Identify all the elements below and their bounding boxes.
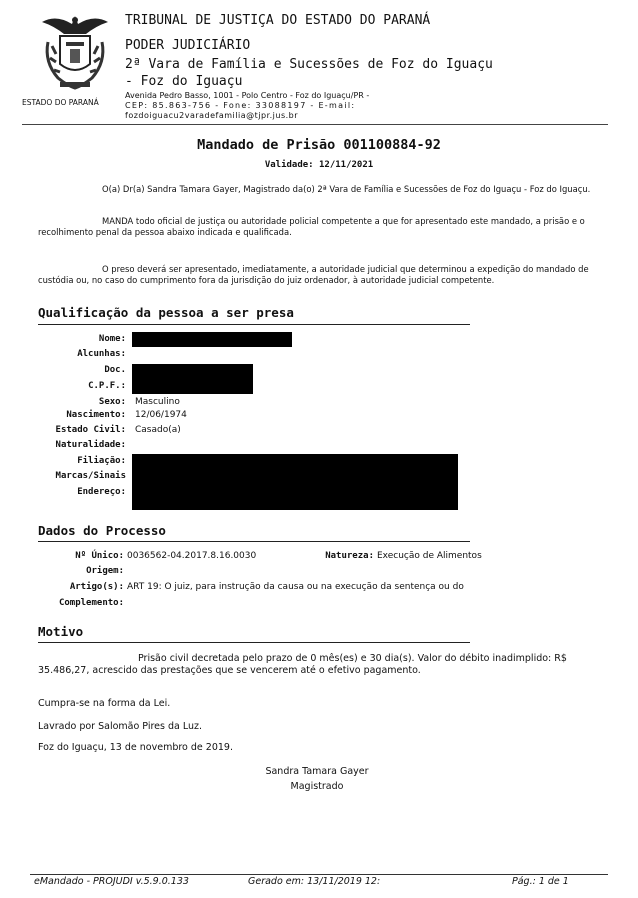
intro-paragraph-2: MANDA todo oficial de justiça ou autoridade policial competente a que for apresentado este mandado, a prisão e o recolhimento penal da pessoa abaixo indicada e qualificada. bbox=[38, 216, 585, 237]
intro-paragraph-1: O(a) Dr(a) Sandra Tamara Gayer, Magistrado da(o) 2ª Vara de Família e Sucessões de Foz do Iguaçu - Foz do Iguaçu. bbox=[102, 184, 591, 194]
label-complemento: Complemento: bbox=[58, 598, 124, 608]
signer-role: Magistrado bbox=[290, 781, 344, 792]
intro-paragraph-3: O preso deverá ser apresentado, imediatamente, a autoridade judicial que determinou a expedição do mandado de custódia ou, no caso do cumprimento fora da jurisdição do juiz ordenador, à autoridade judicial competente. bbox=[38, 264, 589, 285]
court-email: fozdoiguacu2varadefamilia@tjpr.jus.br bbox=[125, 111, 299, 120]
branch-name: PODER JUDICIÁRIO bbox=[125, 38, 251, 53]
value-numero-unico: 0036562-04.2017.8.16.0030 bbox=[127, 551, 257, 561]
value-artigo: ART 19: O juiz, para instrução da causa ou na execução da sentença ou do bbox=[127, 582, 464, 592]
state-label: ESTADO DO PARANÁ bbox=[22, 98, 99, 107]
label-nascimento: Nascimento: bbox=[66, 410, 126, 420]
label-doc: Doc. bbox=[104, 365, 126, 375]
label-filiacao: Filiação: bbox=[77, 456, 126, 466]
label-natureza: Natureza: bbox=[325, 551, 374, 561]
motivo-text: Prisão civil decretada pelo prazo de 0 mês(es) e 30 dia(s). Valor do débito inadimplido: R$ 35.486,27, acrescido das prestações que se vencerem até o efetivo pagamento. bbox=[38, 653, 567, 676]
document-title: Mandado de Prisão 001100884-92 bbox=[197, 137, 441, 153]
local-date-text: Foz do Iguaçu, 13 de novembro de 2019. bbox=[38, 742, 233, 753]
footer-generated: Gerado em: 13/11/2019 12: bbox=[248, 876, 381, 887]
qualification-divider bbox=[38, 324, 470, 325]
chamber-name: 2ª Vara de Família e Sucessões de Foz do Iguaçu - Foz do Iguaçu bbox=[125, 57, 493, 89]
label-cpf: C.P.F.: bbox=[88, 381, 126, 391]
motivo-divider bbox=[38, 642, 470, 643]
qualification-heading: Qualificação da pessoa a ser presa bbox=[38, 305, 294, 320]
coat-of-arms-icon bbox=[40, 12, 110, 94]
cumpra-text: Cumpra-se na forma da Lei. bbox=[38, 698, 171, 709]
lavrado-text: Lavrado por Salomão Pires da Luz. bbox=[38, 721, 203, 732]
value-estado-civil: Casado(a) bbox=[135, 425, 181, 435]
label-origem: Origem: bbox=[86, 566, 124, 576]
label-marcas: Marcas/Sinais bbox=[55, 471, 126, 481]
redacted-personal-details bbox=[132, 454, 458, 510]
label-nome: Nome: bbox=[98, 334, 126, 344]
signer-name: Sandra Tamara Gayer bbox=[265, 766, 369, 777]
value-nascimento: 12/06/1974 bbox=[135, 410, 187, 420]
header-divider bbox=[22, 124, 608, 125]
court-address: Avenida Pedro Basso, 1001 - Polo Centro - Foz do Iguaçu/PR - bbox=[125, 91, 370, 100]
footer-system: eMandado - PROJUDI v.5.9.0.133 bbox=[34, 876, 189, 887]
label-estado-civil: Estado Civil: bbox=[55, 425, 126, 435]
validity-date: Validade: 12/11/2021 bbox=[264, 160, 374, 170]
label-artigo: Artigo(s): bbox=[69, 582, 124, 592]
footer-divider bbox=[30, 874, 608, 875]
process-heading: Dados do Processo bbox=[38, 523, 166, 538]
value-natureza: Execução de Alimentos bbox=[377, 551, 482, 561]
label-naturalidade: Naturalidade: bbox=[55, 440, 126, 450]
label-alcunhas: Alcunhas: bbox=[77, 349, 126, 359]
process-divider bbox=[38, 541, 470, 542]
motivo-heading: Motivo bbox=[38, 624, 84, 639]
court-contact: CEP: 85.863-756 - Fone: 33088197 - E-mail: bbox=[125, 101, 356, 110]
footer-page: Pág.: 1 de 1 bbox=[512, 876, 569, 887]
label-sexo: Sexo: bbox=[98, 397, 126, 407]
redacted-documents bbox=[132, 364, 253, 394]
label-numero-unico: Nº Único: bbox=[75, 551, 124, 561]
redacted-name bbox=[132, 332, 292, 347]
court-name: TRIBUNAL DE JUSTIÇA DO ESTADO DO PARANÁ bbox=[125, 13, 431, 28]
value-sexo: Masculino bbox=[135, 397, 180, 407]
label-endereco: Endereço: bbox=[77, 487, 126, 497]
